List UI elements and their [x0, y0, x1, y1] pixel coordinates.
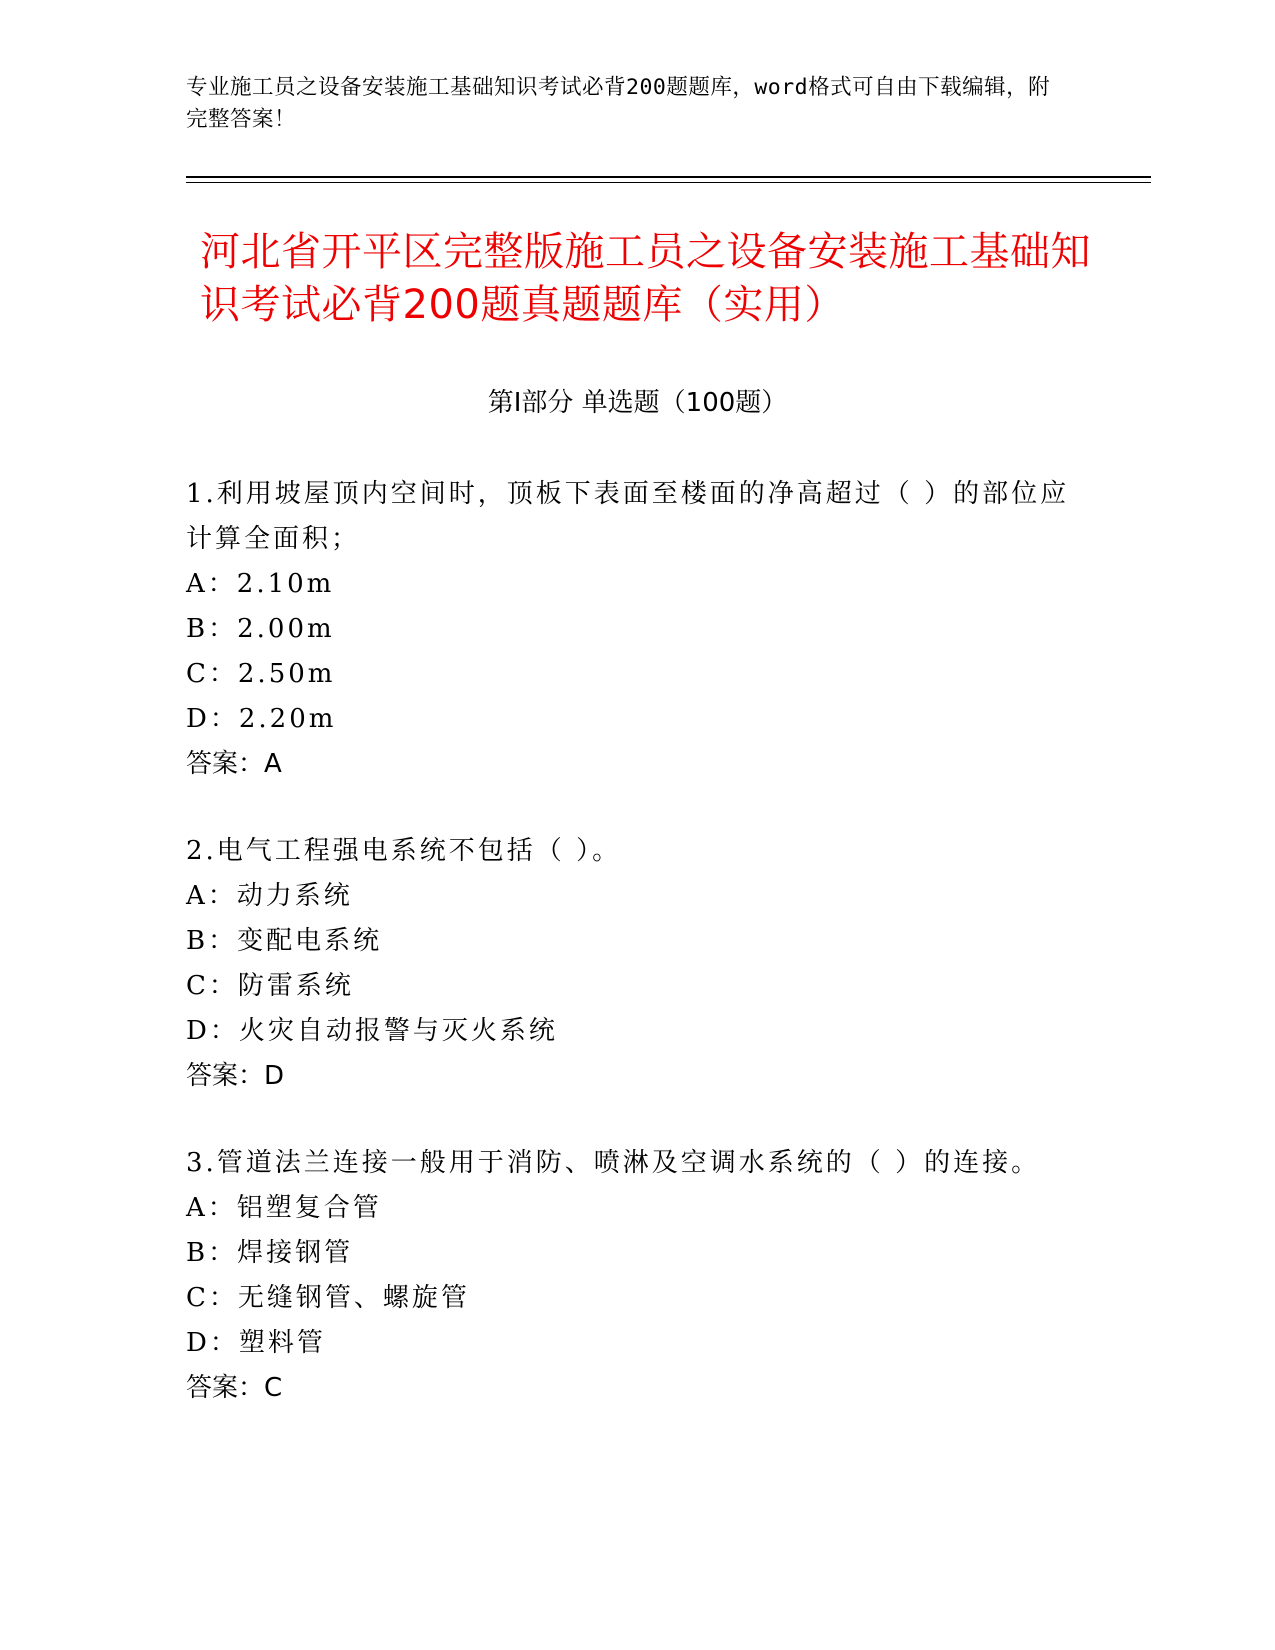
option-d: D：2.20m	[186, 704, 337, 734]
option-b: B：变配电系统	[186, 926, 383, 956]
question-stem: 1.利用坡屋顶内空间时，顶板下表面至楼面的净高超过（ ）的部位应计算全面积；	[186, 479, 1070, 554]
document-title: 河北省开平区完整版施工员之设备安装施工基础知识考试必背200题真题题库（实用）	[200, 229, 1091, 328]
answer-line: 答案：A	[186, 749, 282, 779]
option-c: C：2.50m	[186, 659, 336, 689]
option-c: C：无缝钢管、螺旋管	[186, 1283, 470, 1313]
option-a: A：2.10m	[186, 569, 335, 599]
answer-line: 答案：C	[186, 1373, 283, 1403]
option-d: D：塑料管	[186, 1328, 326, 1358]
header-rule-thick	[186, 176, 1151, 178]
option-c: C：防雷系统	[186, 971, 354, 1001]
question-list	[186, 472, 1086, 1453]
option-b: B：2.00m	[186, 614, 335, 644]
question-stem: 2.电气工程强电系统不包括（ ）。	[186, 836, 622, 866]
header-note: 专业施工员之设备安装施工基础知识考试必背200题题库，word格式可自由下载编辑，附完整答案！	[186, 75, 1051, 132]
question-1	[186, 472, 1086, 787]
option-b: B：焊接钢管	[186, 1238, 354, 1268]
question-2	[186, 829, 1086, 1099]
header-rule-thin	[186, 182, 1151, 183]
section-heading: 第I部分 单选题（100题）	[487, 388, 788, 418]
option-d: D：火灾自动报警与灭火系统	[186, 1016, 558, 1046]
option-a: A：动力系统	[186, 881, 353, 911]
question-stem: 3.管道法兰连接一般用于消防、喷淋及空调水系统的（ ）的连接。	[186, 1148, 1041, 1178]
answer-line: 答案：D	[186, 1061, 285, 1091]
question-3	[186, 1141, 1086, 1411]
option-a: A：铝塑复合管	[186, 1193, 382, 1223]
